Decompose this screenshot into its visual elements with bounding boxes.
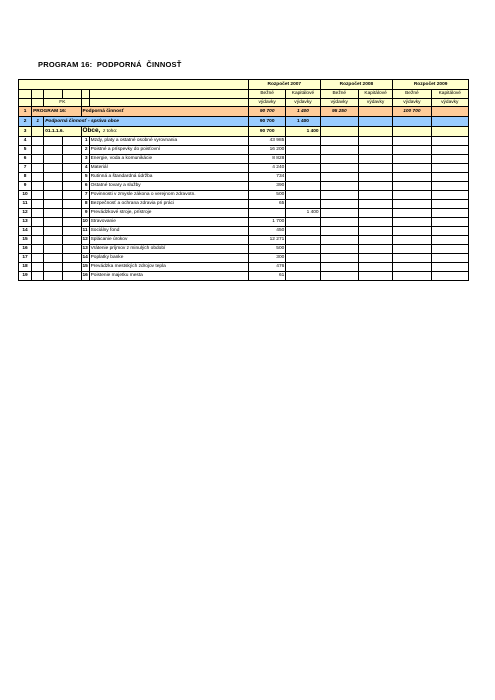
item-blank-a	[32, 199, 44, 208]
item-blank-a	[32, 163, 44, 172]
item-kap-2009	[431, 271, 468, 280]
item-bezne-2008	[320, 226, 358, 235]
item-blank-b	[44, 253, 63, 262]
item-name: Vrátenie príjmov z minulých období	[89, 244, 248, 253]
item-bezne-2008	[320, 262, 358, 271]
item-kap-2009	[431, 190, 468, 199]
obce-kap-2009	[431, 127, 468, 137]
item-bezne-2009	[393, 154, 431, 163]
item-bezne-2008	[320, 217, 358, 226]
item-name: Energie, voda a komunikácie	[89, 154, 248, 163]
item-blank-b	[44, 271, 63, 280]
item-index: 2	[81, 145, 89, 154]
obce-note: z toho:	[102, 129, 118, 135]
item-index: 11	[82, 228, 88, 233]
table-row	[19, 199, 469, 208]
item-bezne-2007	[248, 208, 285, 217]
item-blank-a	[32, 235, 44, 244]
item-blank-b	[44, 172, 63, 181]
item-kap-2009	[431, 199, 468, 208]
program-label: PROGRAM 16:	[32, 107, 81, 117]
item-blank-a	[32, 244, 44, 253]
item-bezne-2008	[320, 208, 358, 217]
subprogram-bezne-2009	[393, 117, 431, 127]
item-bezne-2008	[320, 190, 358, 199]
item-bezne-2009	[393, 190, 431, 199]
item-bezne-2008	[320, 136, 358, 145]
table-row	[19, 190, 469, 199]
obce-kap-2007: 1 400	[286, 127, 320, 137]
table-row	[19, 181, 469, 190]
item-bezne-2008	[320, 199, 358, 208]
item-kap-2008	[358, 145, 392, 154]
header-fk: FK	[44, 98, 81, 107]
header-vydavky-b-2009: výdavky	[393, 98, 431, 107]
item-name: Poistné a príspevky do poisťovní	[89, 145, 248, 154]
item-kap-2009	[431, 253, 468, 262]
item-blank-b	[44, 235, 63, 244]
item-bezne-2009	[393, 226, 431, 235]
item-blank-b	[44, 154, 63, 163]
item-kap-2007	[286, 253, 320, 262]
item-bezne-2009	[393, 244, 431, 253]
item-blank-a	[32, 217, 44, 226]
subprogram-kap-2009	[431, 117, 468, 127]
item-name: Prevádzka mestských zdrojov tepla	[89, 262, 248, 271]
row-number: 10	[19, 190, 32, 199]
item-bezne-2008	[320, 271, 358, 280]
item-blank-b	[44, 217, 63, 226]
item-index: 14	[82, 255, 88, 260]
item-bezne-2008	[320, 145, 358, 154]
item-name: Poplatky banke	[89, 253, 248, 262]
table-row	[19, 172, 469, 181]
row-number: 7	[19, 163, 32, 172]
item-name: Splácanie úrokov	[89, 235, 248, 244]
page-title: PROGRAM 16: PODPORNÁ ČINNOSŤ	[38, 60, 182, 69]
obce-fk: 01.1.1.6.	[44, 127, 81, 137]
item-blank-a	[32, 172, 44, 181]
header-cell	[32, 90, 44, 99]
item-name: Bezpečnosť a ochrana zdravia pri práci	[89, 199, 248, 208]
item-bezne-2009	[393, 145, 431, 154]
item-bezne-2009	[393, 163, 431, 172]
item-bezne-2007: 4 240	[248, 163, 285, 172]
obce-name-cell	[81, 127, 248, 137]
item-kap-2008	[358, 235, 392, 244]
item-index: 9	[81, 208, 89, 217]
item-bezne-2009	[393, 172, 431, 181]
item-kap-2007	[286, 271, 320, 280]
header-cell	[89, 90, 248, 99]
item-index: 8	[81, 199, 89, 208]
item-bezne-2008	[320, 253, 358, 262]
item-name: Sociálny fond	[89, 226, 248, 235]
budget-table	[18, 79, 469, 281]
item-kap-2008	[358, 172, 392, 181]
item-blank-c	[63, 226, 81, 235]
obce-bezne-2008	[320, 127, 358, 137]
header-vydavky-k-2009: výdavky	[431, 98, 468, 107]
item-bezne-2009	[393, 199, 431, 208]
item-name: Rutinná a štandardná údržba	[89, 172, 248, 181]
row-number: 12	[19, 208, 32, 217]
subprogram-bezne-2008	[320, 117, 358, 127]
item-blank-b	[44, 262, 63, 271]
item-kap-2008	[358, 181, 392, 190]
item-index: 3	[81, 154, 89, 163]
item-index: 13	[82, 246, 88, 251]
item-bezne-2007: 43 985	[248, 136, 285, 145]
item-index: 15	[82, 264, 88, 269]
obce-name: Obce,	[82, 127, 101, 135]
item-kap-2007	[286, 172, 320, 181]
item-bezne-2009	[393, 253, 431, 262]
item-blank-b	[44, 136, 63, 145]
item-bezne-2007: 500	[248, 190, 285, 199]
row-number: 15	[19, 235, 32, 244]
header-bezne-2007: Bežné	[248, 90, 285, 99]
subprogram-name: Podporná činnosť - správa obce	[44, 117, 249, 127]
item-blank-a	[32, 208, 44, 217]
item-kap-2009	[431, 217, 468, 226]
item-blank-c	[63, 190, 81, 199]
row-number: 8	[19, 172, 32, 181]
subprogram-kap-2007: 1 400	[286, 117, 320, 127]
item-blank-b	[44, 244, 63, 253]
item-blank-a	[32, 190, 44, 199]
header-year-2009: Rozpočet 2009	[393, 80, 469, 90]
header-bezne-2009: Bežné	[393, 90, 431, 99]
header-cell	[81, 90, 89, 99]
row-number: 3	[19, 127, 32, 137]
item-kap-2009	[431, 145, 468, 154]
table-row	[19, 235, 469, 244]
header-cell	[19, 90, 32, 99]
item-bezne-2007: 65	[248, 199, 285, 208]
row-number: 16	[19, 244, 32, 253]
item-kap-2007	[286, 235, 320, 244]
header-cell	[63, 90, 81, 99]
header-kap-2009: Kapitálové	[431, 90, 468, 99]
item-blank-c	[63, 253, 81, 262]
item-bezne-2008	[320, 181, 358, 190]
row-number: 6	[19, 154, 32, 163]
header-vydavky-k-2007: výdavky	[286, 98, 320, 107]
row-number: 5	[19, 145, 32, 154]
item-name: Povinnosti v zmysle zákona o verejnom zdravotn.	[89, 190, 248, 199]
item-kap-2009	[431, 136, 468, 145]
row-number: 17	[19, 253, 32, 262]
item-kap-2008	[358, 262, 392, 271]
obce-bezne-2007: 90 700	[248, 127, 285, 137]
header-row-types-1	[19, 90, 469, 99]
row-number: 2	[19, 117, 32, 127]
item-bezne-2007: 61	[248, 271, 285, 280]
item-bezne-2007: 16 200	[248, 145, 285, 154]
item-kap-2007	[286, 262, 320, 271]
item-kap-2008	[358, 208, 392, 217]
subprogram-code: 1	[32, 117, 44, 127]
item-kap-2008	[358, 226, 392, 235]
item-name: Prevádzkové stroje, prístroje	[89, 208, 248, 217]
item-kap-2008	[358, 271, 392, 280]
item-blank-b	[44, 145, 63, 154]
table-row	[19, 136, 469, 145]
item-bezne-2008	[320, 172, 358, 181]
item-kap-2007	[286, 145, 320, 154]
item-kap-2008	[358, 217, 392, 226]
item-index: 16	[82, 273, 88, 278]
item-kap-2008	[358, 199, 392, 208]
item-kap-2007	[286, 226, 320, 235]
item-bezne-2007: 12 271	[248, 235, 285, 244]
item-name: Poistenie majetku mesta	[89, 271, 248, 280]
item-blank-a	[32, 136, 44, 145]
item-kap-2009	[431, 244, 468, 253]
table-row	[19, 145, 469, 154]
item-bezne-2007: 390	[248, 181, 285, 190]
item-blank-c	[63, 172, 81, 181]
item-kap-2009	[431, 235, 468, 244]
header-cell	[19, 98, 32, 107]
row-number: 19	[19, 271, 32, 280]
item-bezne-2007: 1 700	[248, 217, 285, 226]
table-row	[19, 262, 469, 271]
header-kap-2008: Kapitálové	[358, 90, 392, 99]
item-bezne-2009	[393, 217, 431, 226]
row-number: 4	[19, 136, 32, 145]
program-bezne-2007: 90 700	[248, 107, 285, 117]
item-index: 7	[81, 190, 89, 199]
item-index: 1	[81, 136, 89, 145]
row-number: 9	[19, 181, 32, 190]
item-blank-c	[63, 145, 81, 154]
table-row	[19, 253, 469, 262]
item-blank-c	[63, 208, 81, 217]
item-name: Ostatné tovary a služby	[89, 181, 248, 190]
item-blank-c	[63, 235, 81, 244]
item-blank-a	[32, 226, 44, 235]
item-kap-2008	[358, 244, 392, 253]
item-index: 6	[81, 181, 89, 190]
item-kap-2007	[286, 217, 320, 226]
item-kap-2009	[431, 226, 468, 235]
item-name: Materiál	[89, 163, 248, 172]
item-blank-a	[32, 181, 44, 190]
subprogram-kap-2008	[358, 117, 392, 127]
item-kap-2008	[358, 253, 392, 262]
item-blank-c	[63, 271, 81, 280]
obce-blank	[32, 127, 44, 137]
row-number: 14	[19, 226, 32, 235]
subprogram-bezne-2007: 90 700	[248, 117, 285, 127]
item-kap-2009	[431, 163, 468, 172]
item-blank-b	[44, 208, 63, 217]
item-blank-c	[63, 163, 81, 172]
obce-kap-2008	[358, 127, 392, 137]
table-row	[19, 217, 469, 226]
item-blank-c	[63, 181, 81, 190]
item-index: 12	[82, 237, 88, 242]
item-bezne-2009	[393, 271, 431, 280]
row-number: 18	[19, 262, 32, 271]
program-bezne-2008: 95 250	[320, 107, 358, 117]
item-kap-2009	[431, 154, 468, 163]
table-row	[19, 271, 469, 280]
item-bezne-2007: 300	[248, 253, 285, 262]
item-bezne-2009	[393, 181, 431, 190]
item-blank-b	[44, 190, 63, 199]
row-number: 1	[19, 107, 32, 117]
item-blank-a	[32, 253, 44, 262]
item-bezne-2007: 450	[248, 226, 285, 235]
item-index: 4	[81, 163, 89, 172]
item-kap-2008	[358, 154, 392, 163]
item-blank-c	[63, 136, 81, 145]
item-kap-2007: 1 400	[286, 208, 320, 217]
item-bezne-2008	[320, 235, 358, 244]
item-kap-2008	[358, 190, 392, 199]
item-bezne-2009	[393, 262, 431, 271]
item-blank-a	[32, 271, 44, 280]
item-kap-2007	[286, 244, 320, 253]
table-row	[19, 244, 469, 253]
program-bezne-2009: 100 700	[393, 107, 431, 117]
item-bezne-2008	[320, 163, 358, 172]
obce-row	[19, 127, 469, 137]
item-kap-2007	[286, 190, 320, 199]
header-row-types-2	[19, 98, 469, 107]
header-bezne-2008: Bežné	[320, 90, 358, 99]
item-blank-b	[44, 199, 63, 208]
header-year-2007: Rozpočet 2007	[248, 80, 320, 90]
header-vydavky-b-2007: výdavky	[248, 98, 285, 107]
item-blank-a	[32, 262, 44, 271]
obce-bezne-2009	[393, 127, 431, 137]
item-bezne-2007: 8 828	[248, 154, 285, 163]
item-name: Stravovanie	[89, 217, 248, 226]
item-kap-2008	[358, 136, 392, 145]
header-year-2008: Rozpočet 2008	[320, 80, 393, 90]
item-blank-c	[63, 154, 81, 163]
item-blank-b	[44, 163, 63, 172]
item-kap-2007	[286, 181, 320, 190]
item-kap-2009	[431, 181, 468, 190]
table-row	[19, 226, 469, 235]
row-number: 13	[19, 217, 32, 226]
item-bezne-2008	[320, 154, 358, 163]
header-vydavky-b-2008: výdavky	[320, 98, 358, 107]
item-bezne-2007: 476	[248, 262, 285, 271]
item-bezne-2008	[320, 244, 358, 253]
item-kap-2007	[286, 136, 320, 145]
header-cell	[81, 98, 89, 107]
program-kap-2008	[358, 107, 392, 117]
program-name: Podporná činnosť	[81, 107, 248, 117]
table-row	[19, 154, 469, 163]
item-blank-a	[32, 154, 44, 163]
item-blank-c	[63, 199, 81, 208]
program-kap-2007: 1 400	[286, 107, 320, 117]
header-row-years	[19, 80, 469, 90]
table-row	[19, 163, 469, 172]
item-blank-b	[44, 226, 63, 235]
row-number: 11	[19, 199, 32, 208]
header-cell	[32, 98, 44, 107]
item-bezne-2009	[393, 136, 431, 145]
item-name: Mzdy, platy a ostatné osobné vyrovnania	[89, 136, 248, 145]
program-kap-2009	[431, 107, 468, 117]
item-bezne-2009	[393, 208, 431, 217]
item-kap-2007	[286, 154, 320, 163]
item-kap-2009	[431, 172, 468, 181]
item-bezne-2009	[393, 235, 431, 244]
item-kap-2008	[358, 163, 392, 172]
item-index: 5	[81, 172, 89, 181]
table-row	[19, 208, 469, 217]
item-blank-c	[63, 217, 81, 226]
subprogram-row	[19, 117, 469, 127]
item-kap-2007	[286, 199, 320, 208]
header-vydavky-k-2008: výdavky	[358, 98, 392, 107]
item-kap-2007	[286, 163, 320, 172]
item-bezne-2007: 500	[248, 244, 285, 253]
header-cell	[44, 90, 63, 99]
item-kap-2009	[431, 262, 468, 271]
header-blank	[19, 80, 249, 90]
header-kap-2007: Kapitálové	[286, 90, 320, 99]
item-blank-b	[44, 181, 63, 190]
item-index: 10	[82, 219, 88, 224]
header-cell	[89, 98, 248, 107]
item-blank-a	[32, 145, 44, 154]
program-row	[19, 107, 469, 117]
item-blank-c	[63, 262, 81, 271]
item-blank-c	[63, 244, 81, 253]
item-bezne-2007: 734	[248, 172, 285, 181]
item-kap-2009	[431, 208, 468, 217]
